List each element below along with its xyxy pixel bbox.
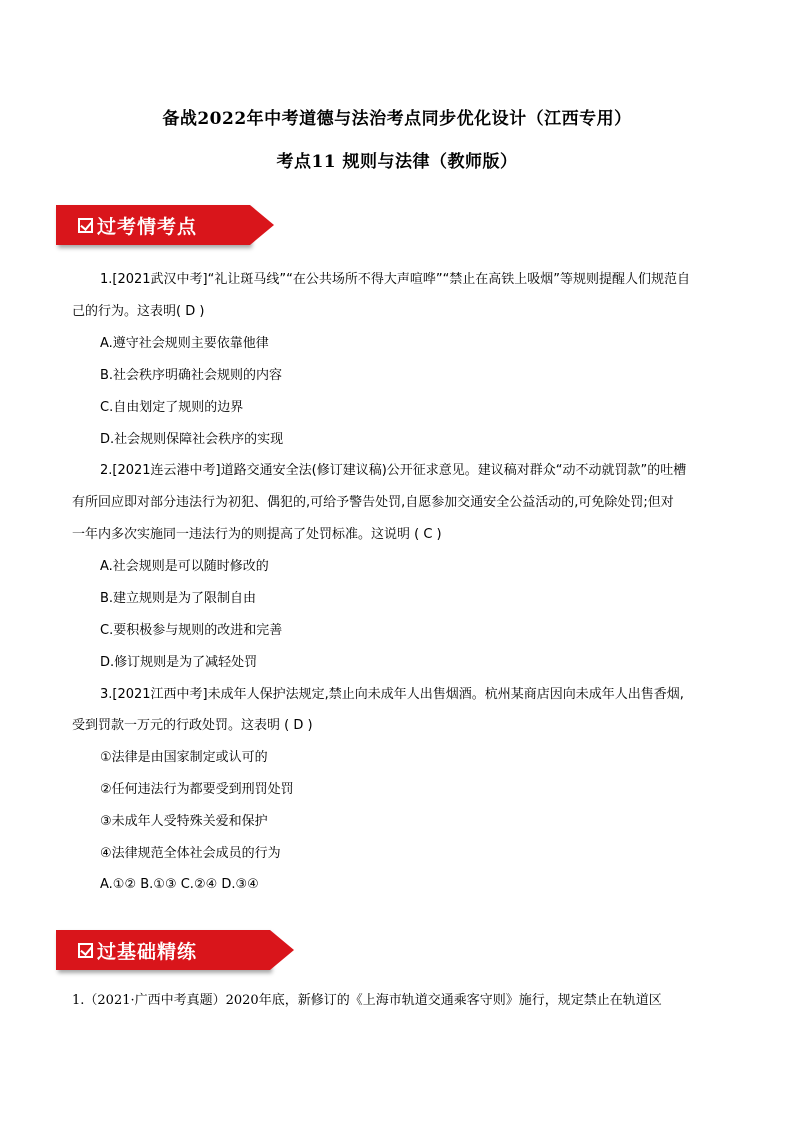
question-1-option-d: D.社会规则保障社会秩序的实现 [100,432,284,447]
question-2-option-c: C.要积极参与规则的改进和完善 [100,623,283,638]
question-3-choices: A.①② B.①③ C.②④ D.③④ [100,877,259,892]
check-box-icon [78,943,93,958]
check-box-icon [78,218,93,233]
banner-arrow-tip [250,205,274,245]
banner-arrow-tip [270,930,294,970]
question-3-statement-3: ③未成年人受特殊关爱和保护 [100,814,268,829]
section-banner-exam-points [56,205,274,245]
practice-question-1-line-1: 1.（2021·广西中考真题）2020年底，新修订的《上海市轨道交通乘客守则》施行，规定禁止在轨道区 [72,993,662,1008]
question-2-stem-line-2: 有所回应即对部分违法行为初犯、偶犯的,可给予警告处罚,自愿参加交通安全公益活动的,可免除处罚;但对 [72,495,674,510]
question-3-statement-1: ①法律是由国家制定或认可的 [100,750,268,765]
question-2-option-d: D.修订规则是为了减轻处罚 [100,655,258,670]
document-subtitle: 考点11 规则与法律（教师版） [276,152,518,172]
question-3-stem-line-1: 3.[2021江西中考]未成年人保护法规定,禁止向未成年人出售烟酒。杭州某商店因向未成年人出售香烟, [100,687,684,702]
question-1-option-a: A.遵守社会规则主要依靠他律 [100,336,269,351]
question-1-stem-line-1: 1.[2021武汉中考]“礼让斑马线”“在公共场所不得大声喧哗”“禁止在高铁上吸烟”等规则提醒人们规范自 [100,272,691,287]
question-2-stem-line-1: 2.[2021连云港中考]道路交通安全法(修订建议稿)公开征求意见。建议稿对群众“动不动就罚款”的吐槽 [100,463,687,478]
question-3-statement-4: ④法律规范全体社会成员的行为 [100,846,281,861]
section-banner-label: 过考情考点 [97,215,198,238]
question-1-stem-line-2: 己的行为。这表明( D ) [72,304,205,319]
question-3-statement-2: ②任何违法行为都要受到刑罚处罚 [100,782,294,797]
question-1-option-c: C.自由划定了规则的边界 [100,400,244,415]
section-banner-label: 过基础精练 [97,940,198,963]
question-2-option-b: B.建立规则是为了限制自由 [100,591,257,606]
question-3-stem-line-2: 受到罚款一万元的行政处罚。这表明 ( D ) [72,718,313,733]
section-banner-basic-practice [56,930,294,970]
document-title: 备战2022年中考道德与法治考点同步优化设计（江西专用） [162,109,632,129]
question-2-option-a: A.社会规则是可以随时修改的 [100,559,269,574]
question-2-stem-line-3: 一年内多次实施同一违法行为的则提高了处罚标准。这说明 ( C ) [72,527,442,542]
question-1-option-b: B.社会秩序明确社会规则的内容 [100,368,283,383]
